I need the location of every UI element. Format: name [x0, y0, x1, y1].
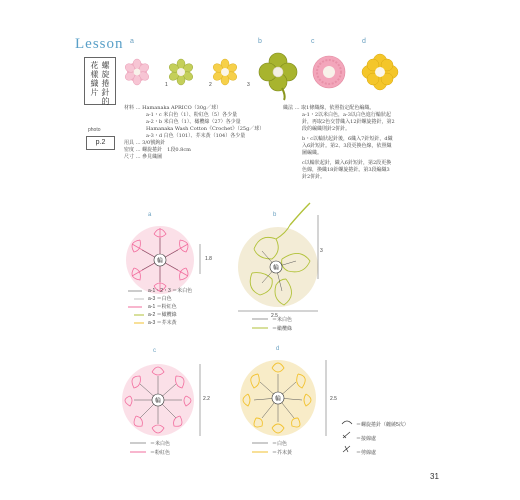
diagram-d-label: d: [276, 346, 280, 352]
diagram-b-dim-w: 2.5: [271, 313, 278, 319]
title-col-2: 螺旋捲針的: [101, 61, 110, 106]
flower-photo-a2: [168, 59, 195, 85]
flower-photo-d: [362, 54, 398, 90]
diagram-d-center: 輪: [274, 395, 282, 403]
legend-c-item: ＝米白色: [150, 441, 171, 447]
legend-d: [272, 440, 292, 458]
flower-label-b: b: [258, 38, 262, 45]
legend-b-item: ＝米白色: [272, 317, 293, 323]
legend-a: [148, 287, 192, 327]
diagram-c: [118, 360, 208, 440]
legend-c: [150, 440, 170, 458]
diagram-c-center: 輪: [154, 397, 162, 405]
method-line: 織法 … 取1條織線，依照指定配色編織。: [283, 105, 375, 111]
diagram-a-dim: 1.8: [205, 256, 212, 262]
cut-icon: [343, 446, 350, 452]
method-line: a-1・2以米白色，a-3以白色進行輪狀起: [302, 112, 391, 118]
method-line: 針2併針。: [302, 174, 326, 180]
page-number: 31: [430, 472, 439, 481]
flower-sub-1: 1: [165, 82, 168, 88]
symbol-key: [356, 418, 409, 460]
flower-photo-b: [259, 53, 297, 100]
method-line: c以輪狀起針，織入6針短針，第2段更換: [302, 160, 392, 166]
legend-a-item: a-1 ＝粉紅色: [148, 304, 177, 310]
flower-label-a: a: [130, 38, 134, 45]
diagram-a-center: 輪: [156, 257, 164, 265]
method-line: 圖編織。: [302, 150, 323, 156]
legend-b: [272, 316, 292, 334]
method-line: b・c以輪狀起針後，6織入7針短針，d織: [302, 136, 393, 142]
flower-photo-a3: [212, 59, 239, 85]
symbol-key-icons: [340, 418, 354, 458]
title-col-1: 花樣織片: [90, 61, 99, 97]
flower-photos: [0, 0, 520, 100]
symbol-key-item: ＝剪線處: [356, 450, 377, 456]
legend-a-item: a-1・2・3 ＝米白色: [148, 288, 193, 294]
photo-page: p.2: [86, 136, 115, 150]
legend-b-item: ＝橄欖綠: [272, 326, 293, 332]
legend-c-item: ＝粉紅色: [150, 450, 171, 456]
materials-block: [124, 105, 264, 161]
method-line: 段的編織則針2併針。: [302, 126, 351, 132]
legend-a-item: a-2 ＝橄欖綠: [148, 312, 177, 318]
symbol-key-item: ＝接線處: [356, 436, 377, 442]
flower-label-d: d: [362, 38, 366, 45]
flower-label-c: c: [311, 38, 315, 45]
materials-line: a-1・c 米白色（1）、粉紅色（5）各少量: [146, 112, 238, 118]
materials-line: Hamanaka Wash Cotton《Crochet》（25g／球）: [146, 126, 265, 132]
flower-sub-3: 3: [247, 82, 250, 88]
symbol-key-item: ＝螺旋捲針（纏繞5次）: [356, 422, 409, 428]
method-line: 針，再取2色交替織入12針螺旋捲針，第2: [302, 119, 395, 125]
diagram-c-label: c: [153, 348, 156, 354]
legend-d-item: ＝芥末黃: [272, 450, 293, 456]
diagram-a-label: a: [148, 212, 152, 218]
photo-label: photo: [88, 127, 101, 133]
legend-b-swatches: [252, 316, 272, 336]
method-line: 入6針短針。第2、3段更換色線，依照織: [302, 143, 392, 149]
diagram-b-label: b: [273, 212, 277, 218]
join-icon: [343, 432, 350, 438]
spiral-stitch-icon: [342, 421, 352, 424]
method-block: [283, 105, 395, 181]
flower-photo-a1: [124, 59, 151, 85]
materials-line: 密度 … 螺旋捲針 1段0.8cm: [124, 147, 191, 153]
lesson-heading: Lesson: [75, 36, 124, 52]
materials-line: 尺寸 … 參見織圖: [124, 154, 163, 160]
diagram-c-dim: 2.2: [203, 396, 210, 402]
legend-c-swatches: [130, 440, 150, 460]
materials-line: 用具 … 3/0號鉤針: [124, 140, 166, 146]
flower-sub-2: 2: [209, 82, 212, 88]
diagram-d-dim: 2.5: [330, 396, 337, 402]
legend-a-item: a-3 ＝芥末黃: [148, 320, 177, 326]
diagram-d: [236, 356, 336, 446]
materials-line: a-3・d 白色（101）、芥末黃（104）各少量: [146, 133, 246, 139]
materials-line: 材料 … Hamanaka APRICO（30g／球）: [124, 105, 222, 111]
legend-d-swatches: [252, 440, 272, 460]
diagram-b-center: 輪: [272, 264, 280, 272]
flower-photo-c: [313, 56, 345, 88]
legend-a-item: a-3 ＝白色: [148, 296, 172, 302]
method-line: 色線，換織18針螺旋捲針。第3段編織3: [302, 167, 390, 173]
diagram-b-dim-h: 3: [320, 248, 323, 254]
materials-line: a-2・b 米白色（1）、橄欖綠（27）各少量: [146, 119, 241, 125]
diagram-a-dim-line: [196, 244, 206, 284]
legend-d-item: ＝白色: [272, 441, 288, 447]
